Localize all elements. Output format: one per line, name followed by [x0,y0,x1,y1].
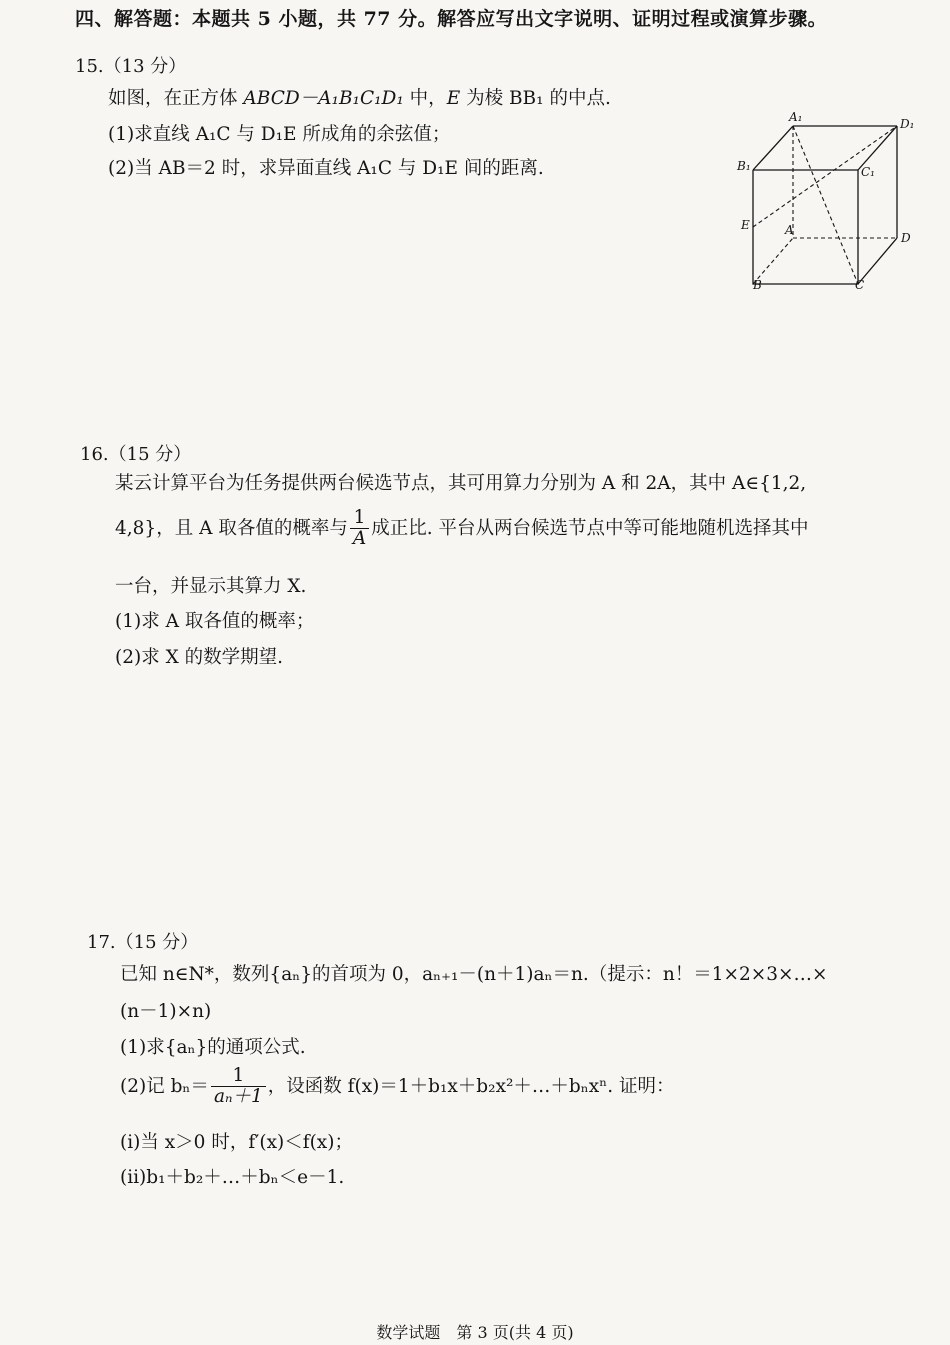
q16-part2: (2)求 X 的数学期望. [115,647,284,668]
q16-line2 [115,508,808,550]
label-d1: D₁ [900,117,915,131]
edge-c1-d1 [858,126,897,170]
q16-frac-num: 1 [350,508,369,529]
q17-number: 17.（15 分） [87,932,199,953]
q17-part2-pre: (2)记 bₙ＝ [120,1075,209,1097]
q17-part2-ii: (ⅱ)b₁＋b₂＋…＋bₙ＜e－1. [120,1167,345,1188]
q17-part1: (1)求{aₙ}的通项公式. [120,1037,306,1058]
q15-stem-solid: ABCD－A₁B₁C₁D₁ [243,88,404,109]
q16-line2-post: 成正比. 平台从两台候选节点中等可能地随机选择其中 [371,517,809,539]
cube-front-face [753,170,858,284]
q17-part2 [120,1066,674,1108]
q16-number: 16.（15 分） [80,444,192,465]
q15-stem-mid: 中， [403,88,447,109]
q16-line2-pre: 4,8}，且 A 取各值的概率与 [115,517,348,539]
q16-line1: 某云计算平台为任务提供两台候选节点，其可用算力分别为 A 和 2A，其中 A∈{1,2, [115,473,807,494]
q16-line3: 一台，并显示其算力 X. [115,576,307,597]
q17-frac-num: 1 [211,1066,266,1087]
q16-frac-den: A [352,528,367,550]
label-b1: B₁ [737,159,751,173]
page-footer: 数学试题 第 3 页(共 4 页) [376,1323,574,1342]
label-c: C [855,278,865,292]
q17-part2-post: ，设函数 f(x)＝1＋b₁x＋b₂x²＋…＋bₙxⁿ. 证明： [267,1075,675,1097]
label-a1: A₁ [789,110,803,124]
label-a: A [785,223,794,237]
label-d: D [901,231,911,245]
q17-line2: (n－1)×n) [120,1001,212,1022]
q15-part2: (2)当 AB＝2 时，求异面直线 A₁C 与 D₁E 间的距离. [108,158,544,179]
edge-b1-a1 [753,126,793,170]
q16-fraction [350,508,369,550]
q17-frac-den: aₙ＋1 [213,1086,263,1108]
cube-figure [735,108,925,293]
q15-part1: (1)求直线 A₁C 与 D₁E 所成角的余弦值； [108,124,451,145]
q17-fraction [211,1066,266,1108]
q15-stem-post: 为棱 BB₁ 的中点. [460,88,611,109]
segment-e-d1 [753,126,897,227]
q15-stem [108,84,611,110]
label-b: B [753,278,762,292]
label-c1: C₁ [861,165,875,179]
q17-part2-i: (ⅰ)当 x＞0 时，f′(x)＜f(x)； [120,1132,353,1153]
segment-a1-c [793,126,858,284]
q15-stem-e: E [446,88,461,109]
q17-line1: 已知 n∈N*，数列{aₙ}的首项为 0，aₙ₊₁－(n＋1)aₙ＝n.（提示：n！＝1×2×3×…× [120,964,828,985]
q15-number: 15.（13 分） [75,56,187,77]
label-e: E [741,218,750,232]
q16-part1: (1)求 A 取各值的概率； [115,611,315,632]
section-header: 四、解答题：本题共 5 小题，共 77 分。解答应写出文字说明、证明过程或演算步骤。 [75,8,828,30]
q15-stem-pre: 如图，在正方体 [108,88,244,109]
